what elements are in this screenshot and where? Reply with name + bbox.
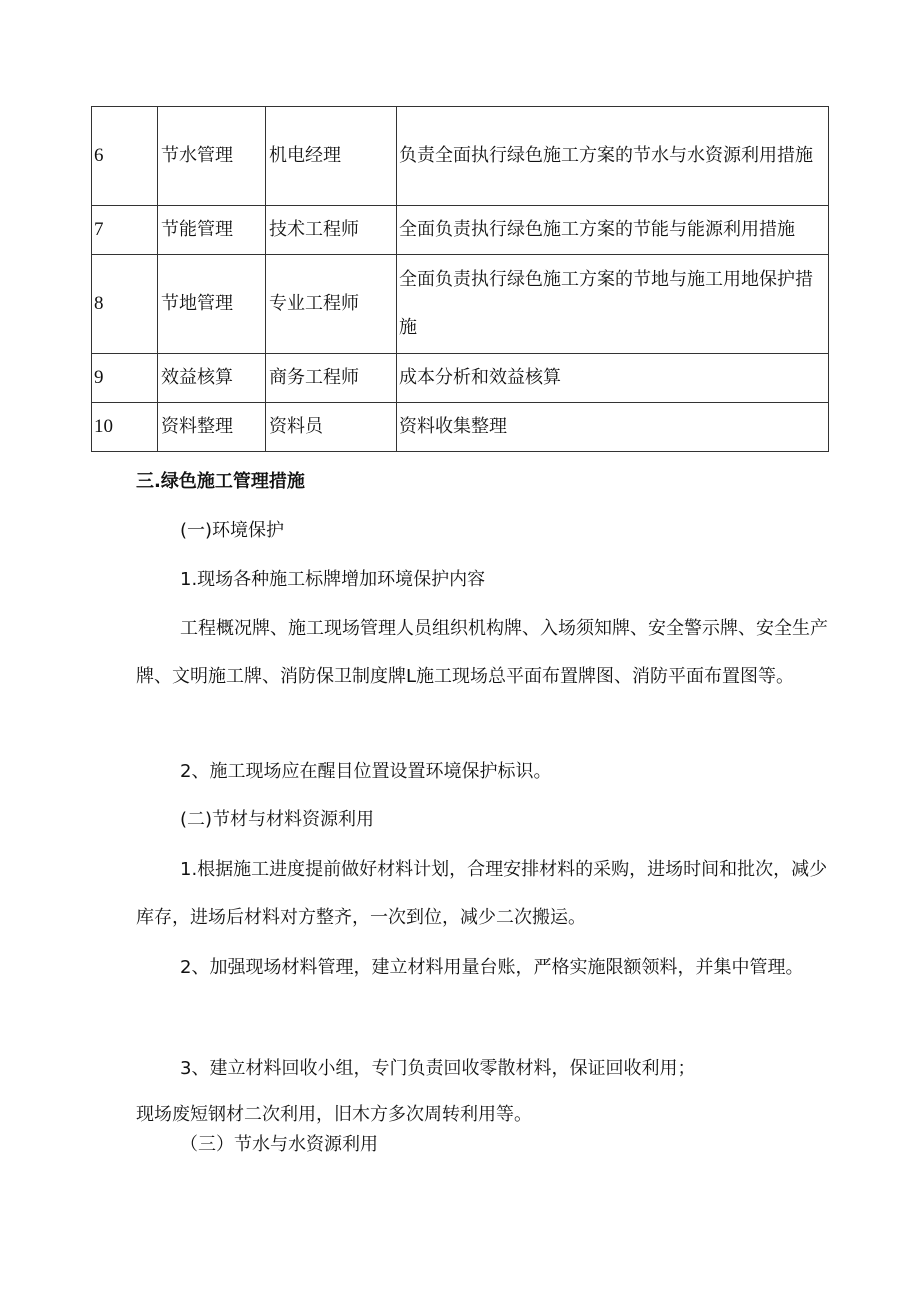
role-cell: 效益核算 <box>158 354 266 403</box>
list-item: 3、建立材料回收小组，专门负责回收零散材料，保证回收利用； <box>180 1058 696 1079</box>
role-cell: 节地管理 <box>158 255 266 354</box>
person-cell: 技术工程师 <box>266 206 397 255</box>
subsection-title: （三）节水与水资源利用 <box>180 1134 378 1155</box>
list-item: 2、施工现场应在醒目位置设置环境保护标识。 <box>180 761 552 782</box>
table-row <box>92 354 829 403</box>
subsection-title: (二)节材与材料资源利用 <box>180 809 375 830</box>
list-item-continuation: 现场废短钢材二次利用，旧木方多次周转利用等。 <box>136 1104 532 1125</box>
table-row <box>92 206 829 255</box>
row-number: 7 <box>92 206 158 255</box>
paragraph: 2、加强现场材料管理，建立材料用量台账，严格实施限额领料，并集中管理。 <box>180 957 804 978</box>
row-number: 6 <box>92 107 158 206</box>
person-cell: 商务工程师 <box>266 354 397 403</box>
person-cell: 专业工程师 <box>266 255 397 354</box>
paragraph: 工程概况牌、施工现场管理人员组织机构牌、入场须知牌、安全警示牌、安全生产牌、文明施工牌、消防保卫制度牌L施工现场总平面布置牌图、消防平面布置图等。 <box>136 618 828 687</box>
subsection-title: (一)环境保护 <box>180 520 285 541</box>
duty-cell: 资料收集整理 <box>397 403 829 452</box>
row-number: 10 <box>92 403 158 452</box>
row-number: 8 <box>92 255 158 354</box>
duty-cell: 负责全面执行绿色施工方案的节水与水资源利用措施 <box>397 107 829 206</box>
person-cell: 资料员 <box>266 403 397 452</box>
role-cell: 节水管理 <box>158 107 266 206</box>
person-cell: 机电经理 <box>266 107 397 206</box>
role-cell: 资料整理 <box>158 403 266 452</box>
table-row <box>92 403 829 452</box>
role-cell: 节能管理 <box>158 206 266 255</box>
duty-cell: 全面负责执行绿色施工方案的节能与能源利用措施 <box>397 206 829 255</box>
table-row <box>92 255 829 354</box>
responsibility-table <box>91 106 829 452</box>
duty-cell: 成本分析和效益核算 <box>397 354 829 403</box>
table-row <box>92 107 829 206</box>
section-heading: 三.绿色施工管理措施 <box>136 471 305 492</box>
paragraph: 1.根据施工进度提前做好材料计划，合理安排材料的采购，进场时间和批次，减少库存，进场后材料对方整齐，一次到位，减少二次搬运。 <box>136 859 828 928</box>
row-number: 9 <box>92 354 158 403</box>
list-item: 1.现场各种施工标牌增加环境保护内容 <box>180 569 486 590</box>
duty-cell: 全面负责执行绿色施工方案的节地与施工用地保护措施 <box>397 255 829 354</box>
